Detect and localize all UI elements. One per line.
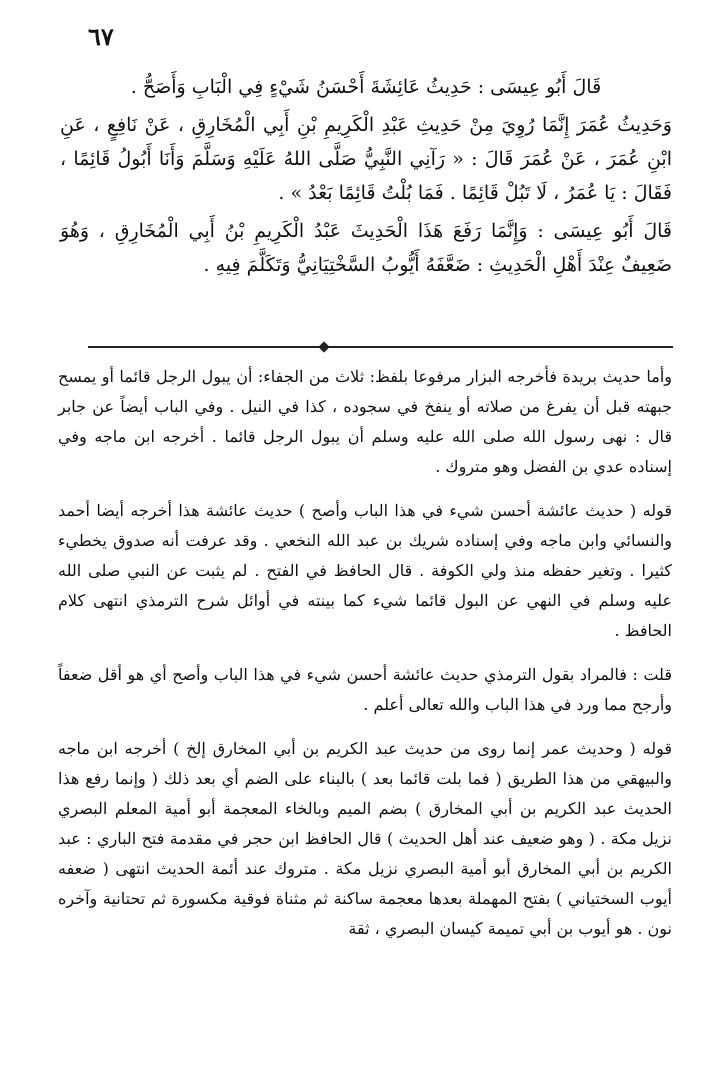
commentary-paragraph-2: قوله ( حديث عائشة أحسن شيء في هذا الباب وأصح ) حديث عائشة هذا أخرجه أيضا أحمد والنسائي وابن ماجه وفي إسناده شريك بن عبد الله النخعي . وقد عرفت أنه صدوق يخطيء كثيرا . وتغير حفظه منذ ولي الكوفة . قال الحافظ في الفتح . لم يثبت عن النبي صلى الله عليه وسلم في النهي عن البول قائما شيء كما بينته في أوائل شرح الترمذي انتهى كلام الحافظ . <box>58 501 673 640</box>
divider-mark <box>318 341 329 352</box>
matn-paragraph-1: قَالَ أَبُو عِيسَى : حَدِيثُ عَائِشَةَ أَحْسَنُ شَيْءٍ فِي الْبَابِ وَأَصَحُّ . <box>130 76 602 98</box>
matn-paragraph-3: قَالَ أَبُو عِيسَى : وَإِنَّمَا رَفَعَ هَذَا الْحَدِيثَ عَبْدُ الْكَرِيمِ بْنُ أَبِي الْمُخَارِقِ ، وَهُوَ ضَعِيفٌ عِنْدَ أَهْلِ الْحَدِيثِ : ضَعَّفَهُ أَيُّوبُ السَّخْتِيَانِيُّ وَتَكَلَّمَ فِيهِ . <box>60 220 672 276</box>
commentary-text <box>58 362 672 958</box>
matn-paragraph-2: وَحَدِيثُ عُمَرَ إِنَّمَا رُوِيَ مِنْ حَدِيثِ عَبْدِ الْكَرِيمِ بْنِ أَبِي الْمُخَارِقِ ، عَنْ نَافِعٍ ، عَنِ ابْنِ عُمَرَ ، عَنْ عُمَرَ قَالَ : « رَآنِي النَّبِيُّ صَلَّى اللهُ عَلَيْهِ وَسَلَّمَ وَأَنَا أَبُولُ قَائِمًا ، فَقَالَ : يَا عُمَرُ ، لَا تَبُلْ قَائِمًا . فَمَا بُلْتُ قَائِمًا بَعْدُ » . <box>60 114 672 204</box>
page-number: ٦٧ <box>88 22 114 51</box>
section-divider <box>88 346 673 348</box>
commentary-paragraph-4: قوله ( وحديث عمر إنما روى من حديث عبد الكريم بن أبي المخارق إلخ ) أخرجه ابن ماجه والبيهقي من هذا الطريق ( فما بلت قائما بعد ) بالبناء على الضم أي بعد ذلك ( وإنما رفع هذا الحديث عبد الكريم بن أبي المخارق ) بضم الميم وبالخاء المعجمة أبو أمية المعلم البصري نزيل مكة . ( وهو ضعيف عند أهل الحديث ) قال الحافظ ابن حجر في مقدمة فتح الباري : عبد الكريم بن أبي المخارق أبو أمية البصري نزيل مكة . متروك عند أئمة الحديث انتهى ( ضعفه أيوب السختياني ) بفتح المهملة بعدها معجمة ساكنة ثم مثناة فوقية مكسورة ثم تحتانية وآخره نون . هو أيوب بن أبي تميمة كيسان البصري ، ثقة <box>58 739 672 938</box>
hadith-text <box>60 70 672 286</box>
commentary-paragraph-3: قلت : فالمراد بقول الترمذي حديث عائشة أحسن شيء في هذا الباب وأصح أي هو أقل ضعفاً وأرجح مما ورد في هذا الباب والله تعالى أعلم . <box>58 665 672 714</box>
commentary-paragraph-1: وأما حديث بريدة فأخرجه البزار مرفوعا بلفظ: ثلاث من الجفاء: أن يبول الرجل قائما أو يمسح جبهته قبل أن يفرغ من صلاته أو ينفخ في سجوده ، كذا في النيل . وفي الباب أيضاً عن جابر قال : نهى رسول الله صلى الله عليه وسلم أن يبول الرجل قائما . أخرجه ابن ماجه وفي إسناده عدي بن الفضل وهو متروك . <box>58 367 672 476</box>
